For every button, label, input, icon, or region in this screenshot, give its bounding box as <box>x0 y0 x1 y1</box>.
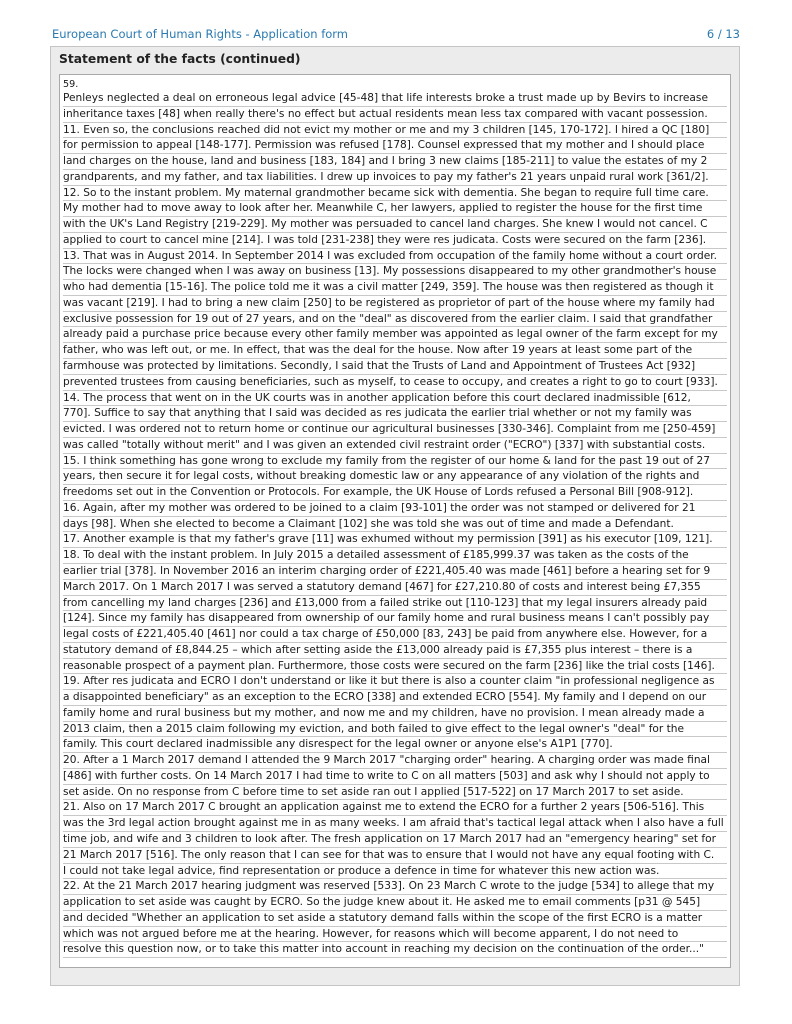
text-line: Penleys neglected a deal on erroneous legal advice [45-48] that life interests broke a trust made up by Bevirs to increase <box>63 91 727 107</box>
text-line: prevented trustees from causing beneficiaries, such as myself, to cease to occupy, and creates a right to go to court [933]. <box>63 375 727 391</box>
text-line: [486] with further costs. On 14 March 2017 I had time to write to C on all matters [503] and ask why I should not apply to <box>63 769 727 785</box>
text-line: 19. After res judicata and ECRO I don't understand or like it but there is also a counter claim "in professional negligence as <box>63 674 727 690</box>
text-line: 17. Another example is that my father's grave [11] was exhumed without my permission [391] as his executor [109, 121]. <box>63 532 727 548</box>
text-line: inheritance taxes [48] when really there's no effect but actual residents mean less tax compared with vacant possession. <box>63 107 727 123</box>
text-line: [124]. Since my family has disappeared from ownership of our family home and rural business means I can't possibly pay <box>63 611 727 627</box>
page-indicator: 6 / 13 <box>706 27 740 41</box>
text-line: exclusive possession for 19 out of 27 years, and on the "deal" as discovered from the earlier claim. I said that grandfather <box>63 312 727 328</box>
text-line: father, who was left out, or me. In effect, that was the deal for the house. Now after 19 years at least some part of the <box>63 343 727 359</box>
text-line: freedoms set out in the Convention or Protocols. For example, the UK House of Lords refused a Personal Bill [908-912]. <box>63 485 727 501</box>
text-line: years, then secure it for legal costs, without breaking domestic law or any appearance of any violation of the rights and <box>63 469 727 485</box>
text-line: 770]. Suffice to say that anything that I said was decided as res judicata the earlier trial whether or not my family was <box>63 406 727 422</box>
text-line: family home and rural business but my mother, and now me and my children, have no provision. I mean already made a <box>63 706 727 722</box>
text-line: 20. After a 1 March 2017 demand I attended the 9 March 2017 "charging order" hearing. A charging order was made final <box>63 753 727 769</box>
text-line: was called "totally without merit" and I was given an extended civil restraint order ("ECRO") [337] with substantial costs. <box>63 438 727 454</box>
text-line: was the 3rd legal action brought against me in as many weeks. I am afraid that's tactical legal attack when I also have a full <box>63 816 727 832</box>
text-line: statutory demand of £8,844.25 – which after setting aside the £13,000 already paid is £7,355 plus interest – there is a <box>63 643 727 659</box>
text-line: application to set aside was caught by ECRO. So the judge knew about it. He asked me to email comments [p31 @ 545] <box>63 895 727 911</box>
text-line: 21 March 2017 [516]. The only reason that I can see for that was to ensure that I would not have any equal footing with C. <box>63 848 727 864</box>
text-line: I could not take legal advice, find representation or produce a defence in time for whatever this new action was. <box>63 864 727 880</box>
form-header <box>52 27 740 43</box>
form-title: European Court of Human Rights - Application form <box>52 27 349 41</box>
statement-textarea[interactable] <box>59 74 731 968</box>
text-line: 14. The process that went on in the UK courts was in another application before this court declared inadmissible [612, <box>63 391 727 407</box>
section-title: Statement of the facts (continued) <box>59 52 301 66</box>
text-line: for permission to appeal [148-177]. Permission was refused [178]. Counsel expressed that my mother and I should place <box>63 138 727 154</box>
text-line: which was not argued before me at the hearing. However, for reasons which will become apparent, I do not need to <box>63 927 727 943</box>
text-line: 13. That was in August 2014. In September 2014 I was excluded from occupation of the family home without a court order. <box>63 249 727 265</box>
text-line: The locks were changed when I was away on business [13]. My possessions disappeared to my other grandmother's house <box>63 264 727 280</box>
text-line: March 2017. On 1 March 2017 I was served a statutory demand [467] for £27,210.80 of costs and interest being £7,355 <box>63 580 727 596</box>
text-line: evicted. I was ordered not to return home or continue our agricultural businesses [330-346]. Complaint from me [250-459] <box>63 422 727 438</box>
text-line: reasonable prospect of a payment plan. Furthermore, those costs were secured on the farm [236] like the trial costs [146]. <box>63 659 727 675</box>
text-line: 16. Again, after my mother was ordered to be joined to a claim [93-101] the order was not stamped or delivered for 21 <box>63 501 727 517</box>
text-line: 12. So to the instant problem. My maternal grandmother became sick with dementia. She began to require full time care. <box>63 186 727 202</box>
text-line: with the UK's Land Registry [219-229]. My mother was persuaded to cancel land charges. She knew I would not cancel. C <box>63 217 727 233</box>
text-line: was vacant [219]. I had to bring a new claim [250] to be registered as proprietor of part of the house where my family had <box>63 296 727 312</box>
statement-panel <box>50 46 740 986</box>
text-line: 18. To deal with the instant problem. In July 2015 a detailed assessment of £185,999.37 was taken as the costs of the <box>63 548 727 564</box>
text-line: set aside. On no response from C before time to set aside ran out I applied [517-522] on 17 March 2017 to set aside. <box>63 785 727 801</box>
text-line: a disappointed beneficiary" as an exception to the ECRO [338] and extended ECRO [554]. My family and I depend on our <box>63 690 727 706</box>
text-line: 2013 claim, then a 2015 claim following my eviction, and both failed to give effect to the legal owner's "deal" for the <box>63 722 727 738</box>
text-line: My mother had to move away to look after her. Meanwhile C, her lawyers, applied to register the house for the first time <box>63 201 727 217</box>
text-line: land charges on the house, land and business [183, 184] and I bring 3 new claims [185-211] to value the estates of my 2 <box>63 154 727 170</box>
text-line: and decided "Whether an application to set aside a statutory demand falls within the scope of the first ECRO is a matter <box>63 911 727 927</box>
text-line: grandparents, and my father, and tax liabilities. I drew up invoices to pay my father's 21 years unpaid rural work [361/2]. <box>63 170 727 186</box>
text-line: family. This court declared inadmissible any disrespect for the legal owner or anyone else's A1P1 [770]. <box>63 737 727 753</box>
text-line: 21. Also on 17 March 2017 C brought an application against me to extend the ECRO for a further 2 years [506-516]. This <box>63 800 727 816</box>
text-line: 11. Even so, the conclusions reached did not evict my mother or me and my 3 children [145, 170-172]. I hired a QC [180] <box>63 123 727 139</box>
text-line: legal costs of £221,405.40 [461] nor could a tax charge of £50,000 [83, 243] be paid from anywhere else. However, for a <box>63 627 727 643</box>
text-line: farmhouse was protected by limitations. Secondly, I said that the Trusts of Land and Appointment of Trustees Act [932] <box>63 359 727 375</box>
text-line: earlier trial [378]. In November 2016 an interim charging order of £221,405.40 was made [461] before a hearing set for 9 <box>63 564 727 580</box>
text-line: 15. I think something has gone wrong to exclude my family from the register of our home & land for the past 19 out of 27 <box>63 454 727 470</box>
text-line: days [98]. When she elected to become a Claimant [102] she was told she was out of time and made a Defendant. <box>63 517 727 533</box>
text-line: resolve this question now, or to take this matter into account in reaching my decision on the continuation of the order..." <box>63 942 727 958</box>
text-line: time job, and wife and 3 children to look after. The fresh application on 17 March 2017 had an "emergency hearing" set for <box>63 832 727 848</box>
text-line: already paid a purchase price because every other family member was appointed as legal owner of the farm except for my <box>63 327 727 343</box>
text-line: from cancelling my land charges [236] and £13,000 from a failed strike out [110-123] that my legal insurers already paid <box>63 596 727 612</box>
text-line: applied to court to cancel mine [214]. I was told [231-238] they were res judicata. Costs were secured on the farm [236]. <box>63 233 727 249</box>
text-line: 22. At the 21 March 2017 hearing judgment was reserved [533]. On 23 March C wrote to the judge [534] to allege that my <box>63 879 727 895</box>
text-line: who had dementia [15-16]. The police told me it was a civil matter [249, 359]. The house was then registered as though it <box>63 280 727 296</box>
text-line: 59. <box>63 79 79 90</box>
